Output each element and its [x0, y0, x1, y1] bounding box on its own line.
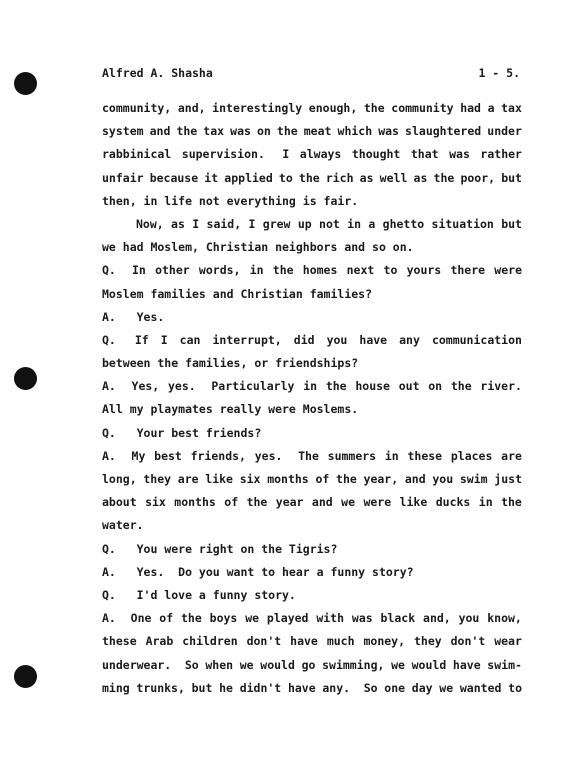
transcript-line: A. Yes. Do you want to hear a funny story? [102, 564, 414, 579]
word: Q. [102, 332, 123, 347]
transcript-line [102, 123, 522, 146]
transcript-line [102, 494, 522, 517]
word: homes [302, 263, 338, 278]
word: but [501, 170, 522, 185]
word: A. [102, 379, 123, 394]
word: grew [262, 216, 291, 231]
word: Now, [136, 216, 164, 231]
word: A. [102, 611, 123, 626]
word: the [363, 101, 385, 115]
word: the [246, 495, 268, 510]
word: ducks [435, 495, 471, 510]
transcript-line [102, 378, 522, 401]
word: well [379, 170, 408, 185]
word: would [260, 657, 295, 672]
word: slaughtered [405, 124, 482, 139]
word: was [351, 611, 373, 626]
word: wear [494, 634, 522, 649]
word: Yes, [131, 379, 160, 394]
word: any [399, 332, 420, 347]
interviewee-name: Alfred A. Shasha [102, 66, 213, 80]
word: did [293, 332, 315, 347]
transcript-body [102, 100, 522, 703]
word: applied [224, 170, 273, 185]
word: situation [431, 216, 494, 231]
word: in [478, 495, 493, 510]
word: year [275, 495, 304, 510]
word: system [102, 124, 144, 139]
transcript-line [102, 680, 522, 703]
word: are [501, 448, 522, 463]
word: rich [325, 170, 354, 185]
word: places [450, 448, 493, 463]
word: we [439, 680, 454, 695]
word: it [204, 170, 219, 185]
word: I [160, 332, 168, 347]
word: played [266, 611, 309, 626]
word: My [131, 448, 146, 463]
word: about [102, 495, 137, 510]
word: swim [459, 472, 488, 486]
word: Arab [145, 634, 174, 649]
word: said, [206, 216, 242, 231]
word: unfair [102, 170, 144, 185]
word: the [276, 124, 298, 139]
word: wanted [459, 680, 502, 695]
word: swim- [487, 657, 522, 672]
word: have [359, 332, 388, 347]
transcript-line: Q. I'd love a funny story. [102, 587, 296, 602]
word: months [174, 495, 216, 510]
transcript-line [102, 100, 522, 123]
word: when [205, 657, 234, 672]
transcript-line: water. [102, 518, 144, 533]
word: the [433, 170, 455, 185]
transcript-line [102, 633, 522, 656]
word: a [368, 216, 376, 231]
word: So [363, 680, 378, 695]
word: was [378, 124, 399, 139]
word: we [391, 657, 405, 672]
word: day [411, 680, 433, 695]
transcript-line: Q. Your best friends? [102, 425, 262, 440]
word: and, [423, 611, 451, 626]
transcript-line: between the families, or friendships? [102, 356, 359, 371]
word: of [159, 611, 174, 626]
transcript-line [102, 657, 522, 680]
word: had [460, 101, 481, 115]
word: the [176, 124, 198, 139]
word: In [132, 263, 146, 278]
word: thought [351, 147, 401, 162]
word: six [239, 472, 261, 486]
word: long, [102, 472, 137, 486]
word: were [494, 263, 522, 278]
transcript-line [102, 146, 522, 169]
word: tax [501, 101, 522, 115]
word: other [155, 263, 190, 278]
word: in [303, 379, 318, 394]
word: ming [102, 680, 130, 695]
word: One [130, 611, 152, 626]
word: the [336, 472, 357, 486]
word: there [450, 263, 486, 278]
word: supervision. [181, 147, 272, 162]
page-header [102, 66, 522, 82]
word: best [154, 448, 182, 463]
word: he [219, 680, 233, 695]
word: yours [406, 263, 442, 278]
word: didn't [239, 680, 282, 695]
word: out [398, 379, 420, 394]
word: tax [203, 124, 225, 139]
transcript-line: A. Yes. [102, 309, 165, 324]
word: year, [363, 472, 399, 486]
word: in [347, 216, 362, 231]
word: in [249, 263, 264, 278]
word: ghetto [382, 216, 425, 231]
word: interestingly [212, 101, 303, 115]
word: but [501, 216, 522, 231]
word: was [230, 124, 251, 139]
word: in [384, 448, 399, 463]
word: trunks, [136, 680, 185, 695]
transcript-line [102, 448, 522, 471]
transcript-line [102, 216, 522, 239]
word: was [449, 147, 470, 162]
word: So [184, 657, 199, 672]
word: these [407, 448, 443, 463]
word: I [248, 216, 256, 231]
word: yes. [254, 448, 290, 463]
word: much [326, 634, 355, 649]
word: the [501, 495, 522, 510]
word: The [298, 448, 319, 463]
word: friends, [190, 448, 246, 463]
word: summers [327, 448, 377, 463]
word: are [177, 472, 199, 486]
word: communication [431, 332, 522, 347]
word: yes. [167, 379, 203, 394]
word: Q. [102, 263, 123, 278]
word: we [239, 657, 254, 672]
word: of [315, 472, 330, 486]
word: like [399, 495, 428, 510]
word: were [363, 495, 392, 510]
word: these [102, 634, 137, 649]
word: the [298, 170, 320, 185]
word: don't [246, 634, 282, 649]
word: meat [303, 124, 332, 139]
transcript-line [102, 170, 522, 193]
word: rather [480, 147, 522, 162]
word: they [413, 634, 442, 649]
word: black [380, 611, 416, 626]
word: community, [102, 101, 172, 115]
word: any. [322, 680, 357, 695]
word: swimming, [322, 657, 385, 672]
word: community [391, 101, 454, 115]
word: enough, [308, 101, 358, 115]
word: underwear. [102, 657, 179, 672]
word: we [245, 611, 260, 626]
word: one [384, 680, 406, 695]
word: have [452, 657, 481, 672]
word: would [411, 657, 447, 672]
word: have [290, 634, 318, 649]
transcript-line: Moslem families and Christian families? [102, 286, 373, 301]
word: you [432, 472, 454, 486]
word: and [311, 495, 333, 510]
word: but [191, 680, 213, 695]
word: rabbinical [102, 147, 172, 162]
punch-hole-top [14, 72, 37, 95]
word: words, [198, 263, 241, 278]
word: you [326, 332, 348, 347]
word: don't [450, 634, 486, 649]
word: on [428, 379, 443, 394]
word: go [301, 657, 316, 672]
word: money, [363, 634, 406, 649]
word: children [182, 634, 238, 649]
word: just [494, 472, 522, 486]
word: six [145, 495, 166, 510]
word: of [224, 495, 239, 510]
word: up [297, 216, 312, 231]
punch-hole-bottom [14, 665, 37, 688]
word: A. [102, 448, 123, 463]
word: the [325, 379, 347, 394]
transcript-line: Q. You were right on the Tigris? [102, 541, 338, 556]
word: not [319, 216, 340, 231]
page-number: 1 - 5. [478, 66, 520, 80]
word: I [282, 147, 290, 162]
word: to [383, 263, 398, 278]
word: and [149, 124, 171, 139]
word: to [508, 680, 522, 695]
word: with [316, 611, 345, 626]
word: they [143, 472, 172, 486]
word: as [413, 170, 428, 185]
word: river. [480, 379, 522, 394]
word: on [256, 124, 271, 139]
word: a [487, 101, 495, 115]
word: boys [209, 611, 238, 626]
word: that [410, 147, 439, 162]
word: poor, [460, 170, 496, 185]
transcript-line [102, 471, 522, 494]
word: Particularly [211, 379, 295, 394]
word: If [134, 332, 149, 347]
word: you [458, 611, 480, 626]
transcript-line [102, 262, 522, 285]
word: and [404, 472, 426, 486]
word: like [205, 472, 233, 486]
word: as [171, 216, 185, 231]
word: the [181, 611, 202, 626]
word: which [337, 124, 373, 139]
word: as [359, 170, 374, 185]
word: next [346, 263, 375, 278]
transcript-line [102, 610, 522, 633]
word: can [179, 332, 201, 347]
transcript-line: then, in life not everything is fair. [102, 193, 359, 208]
word: know, [487, 611, 522, 626]
transcript-line: All my playmates really were Moslems. [102, 402, 359, 417]
word: because [149, 170, 199, 185]
word: months [267, 472, 309, 486]
transcript-line: we had Moslem, Christian neighbors and so on. [102, 240, 414, 255]
transcript-line [102, 332, 522, 355]
punch-hole-middle [14, 367, 37, 390]
word: the [272, 263, 294, 278]
word: under [487, 124, 522, 139]
word: I [192, 216, 200, 231]
word: interrupt, [212, 332, 282, 347]
word: and, [177, 101, 206, 115]
word: always [299, 147, 342, 162]
word: have [287, 680, 316, 695]
word: to [278, 170, 293, 185]
word: house [355, 379, 390, 394]
word: we [341, 495, 355, 510]
word: the [450, 379, 472, 394]
